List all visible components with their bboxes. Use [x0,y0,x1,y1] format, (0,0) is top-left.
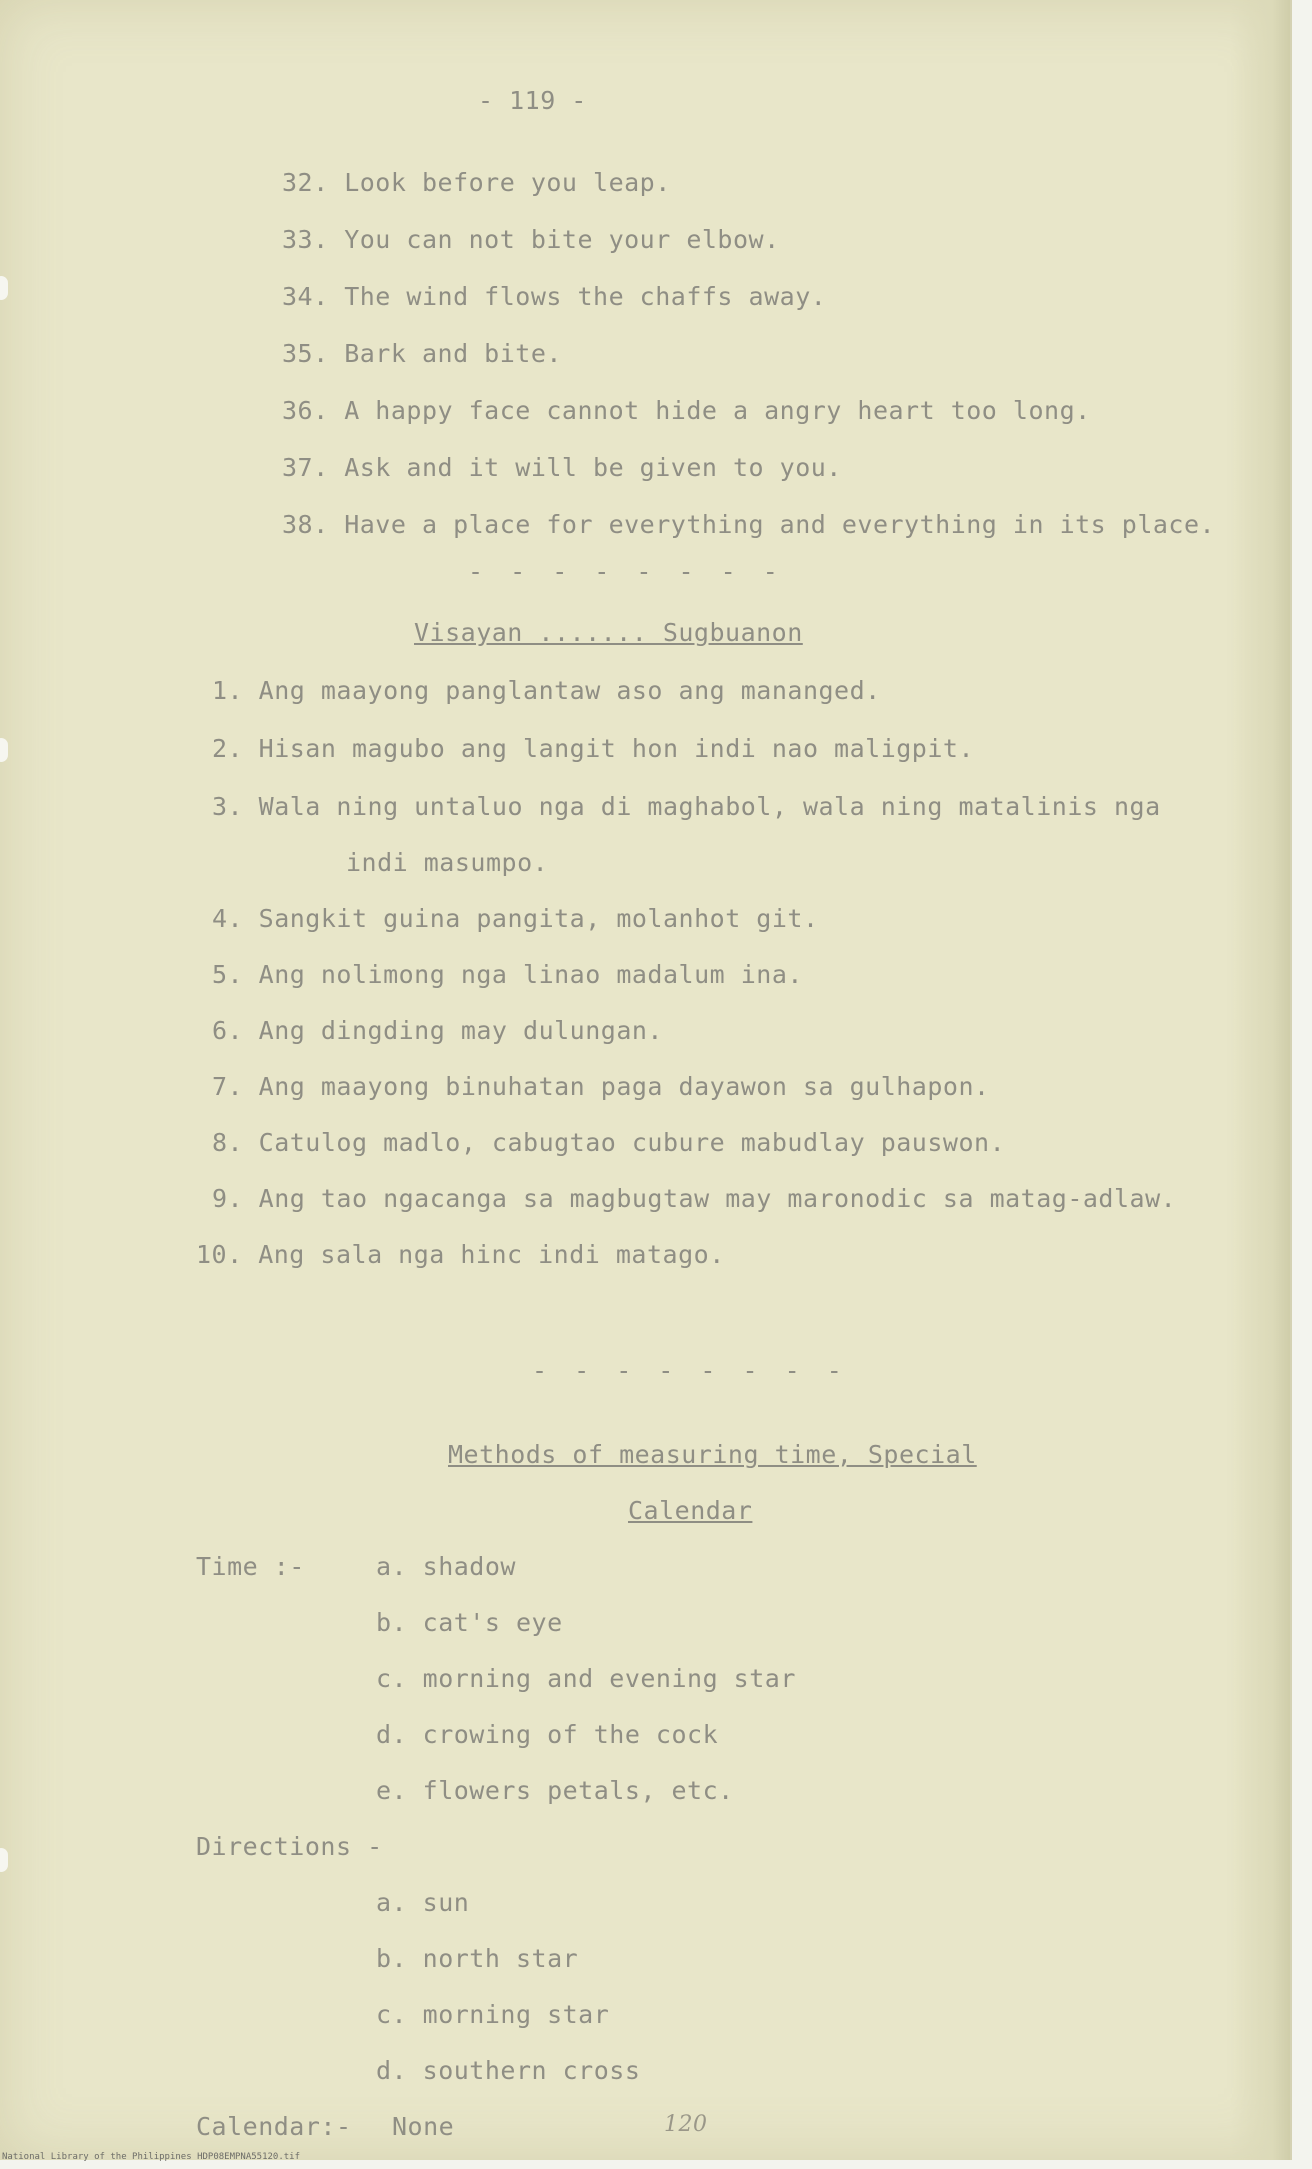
proverb-line: 37. Ask and it will be given to you. [282,453,842,482]
section-separator: - - - - - - - - [532,1356,848,1385]
page-number: - 119 - [478,86,587,115]
calendar-label: Calendar:- [196,2112,352,2141]
proverb-line: 36. A happy face cannot hide a angry heart too long. [282,396,1091,425]
direction-item: d. southern cross [376,2056,641,2085]
time-item: c. morning and evening star [376,1664,796,1693]
methods-heading-calendar: Calendar [628,1496,753,1525]
proverb-line: 4. Sangkit guina pangita, molanhot git. [212,904,819,933]
scan-footer: National Library of the Philippines HDP08EMPNA55120.tif [2,2152,301,2162]
time-item: d. crowing of the cock [376,1720,719,1749]
proverb-line: 10. Ang sala nga hinc indi matago. [196,1240,725,1269]
proverb-line: 3. Wala ning untaluo nga di maghabol, wala ning matalinis nga [212,792,1161,821]
proverb-line: 8. Catulog madlo, cabugtao cubure mabudlay pauswon. [212,1128,1006,1157]
proverb-line: 35. Bark and bite. [282,339,562,368]
visayan-heading: Visayan ....... Sugbuanon [414,618,803,647]
binding-hole [0,738,8,762]
handwritten-page-number: 120 [664,2112,708,2137]
proverb-line: 1. Ang maayong panglantaw aso ang mananged. [212,676,881,705]
time-label: Time :- [196,1552,305,1581]
proverb-line: 7. Ang maayong binuhatan paga dayawon sa gulhapon. [212,1072,990,1101]
direction-item: b. north star [376,1944,579,1973]
proverb-line: 38. Have a place for everything and everything in its place. [282,510,1216,539]
section-separator: - - - - - - - - [468,557,784,586]
page-curl-edge [1230,0,1290,2160]
methods-heading: Methods of measuring time, Special [448,1440,977,1469]
binding-hole [0,276,8,300]
direction-item: a. sun [376,1888,470,1917]
binding-hole [0,1848,8,1872]
proverb-line: 33. You can not bite your elbow. [282,225,780,254]
direction-item: c. morning star [376,2000,610,2029]
time-item: e. flowers petals, etc. [376,1776,734,1805]
proverb-line: 6. Ang dingding may dulungan. [212,1016,663,1045]
directions-label: Directions - [196,1832,383,1861]
proverb-line: 9. Ang tao ngacanga sa magbugtaw may maronodic sa matag-adlaw. [212,1184,1177,1213]
calendar-value: None [392,2112,455,2141]
proverb-line: 2. Hisan magubo ang langit hon indi nao maligpit. [212,734,975,763]
proverb-line: 34. The wind flows the chaffs away. [282,282,827,311]
proverb-line: 32. Look before you leap. [282,168,671,197]
proverb-continuation: indi masumpo. [346,848,549,877]
time-item: a. shadow [376,1552,516,1581]
proverb-line: 5. Ang nolimong nga linao madalum ina. [212,960,803,989]
time-item: b. cat's eye [376,1608,563,1637]
